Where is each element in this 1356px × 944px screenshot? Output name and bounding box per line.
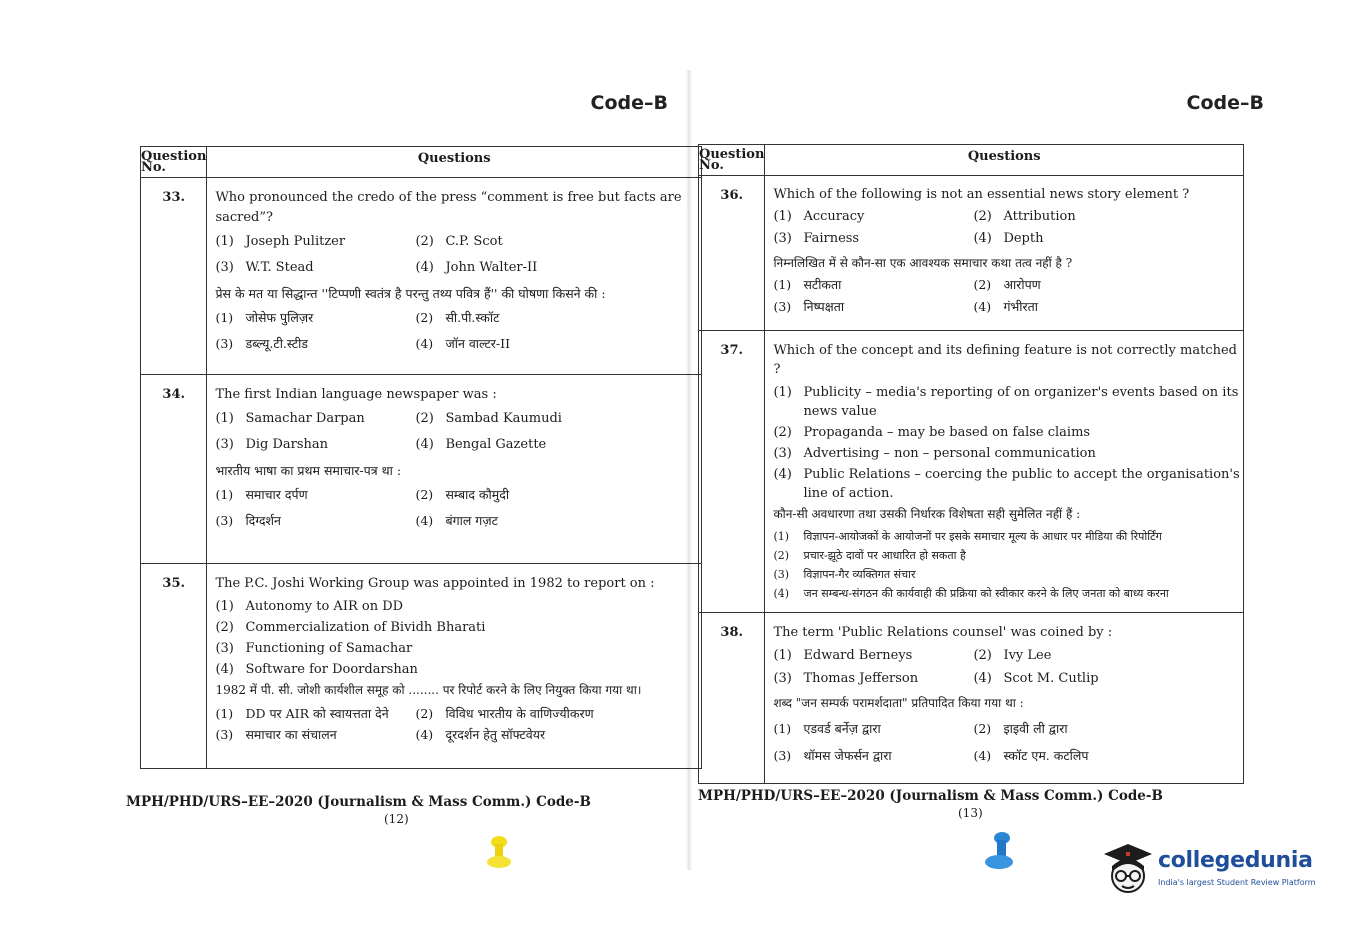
option-1: (1) Accuracy (773, 209, 865, 224)
option-3-hindi: (3) निष्पक्षता (773, 299, 845, 314)
option-1-hindi: (1) DD पर AIR को स्वायत्तता देने (215, 706, 389, 721)
question-number: 37. (699, 331, 765, 613)
option-1-hindi: (1) समाचार दर्पण (215, 487, 308, 502)
option-4-hindi: (4) दूरदर्शन हेतु सॉफ्टवेयर (415, 727, 546, 742)
option-1-hindi: (1) जोसेफ पुलिज़र (215, 310, 314, 325)
question-row (699, 176, 1244, 331)
question-number: 38. (699, 613, 765, 784)
option-3-hindi: (3) दिग्दर्शन (215, 513, 281, 528)
option-1: (1) Joseph Pulitzer (215, 234, 346, 249)
option-2-hindi: (2) प्रचार-झूठे दावों पर आधारित हो सकता है (773, 549, 966, 562)
option-3-hindi: (3) डब्ल्यू.टी.स्टीड (215, 336, 308, 351)
option-2: (2) C.P. Scot (415, 234, 503, 249)
question-row (141, 375, 702, 564)
question-no-header: Question No. (699, 145, 765, 176)
option-3: (3) Fairness (773, 231, 860, 246)
question-stem-hindi: कौन-सी अवधारणा तथा उसकी निर्धारक विशेषता सही सुमेलित नहीं हैं : (773, 507, 1081, 521)
question-stem-hindi: भारतीय भाषा का प्रथम समाचार-पत्र था : (215, 463, 402, 478)
option-2: (2) Propaganda – may be based on false claims (773, 425, 1091, 440)
question-stem-hindi: 1982 में पी. सी. जोशी कार्यशील समूह को ........ पर रिपोर्ट करने के लिए नियुक्त किया गया था। (215, 683, 642, 697)
option-2: (2) Ivy Lee (973, 648, 1052, 663)
questions-header: Questions (765, 145, 1244, 176)
questions-header: Questions (207, 147, 702, 178)
option-3-hindi: (3) थॉमस जेफर्सन द्वारा (773, 748, 892, 763)
question-row (699, 331, 1244, 613)
paper-footer: MPH/PHD/URS–EE–2020 (Journalism & Mass Comm.) Code-B (698, 788, 1163, 804)
option-4: (4) Depth (973, 231, 1044, 246)
option-3: (3) W.T. Stead (215, 260, 314, 275)
brand-name: collegedunia (1158, 848, 1313, 873)
page-number: (12) (384, 812, 409, 826)
option-2: (2) Commercialization of Bividh Bharati (215, 620, 486, 635)
left-page (110, 0, 688, 900)
option-4: (4) Bengal Gazette (415, 437, 547, 452)
question-no-header: Question No. (141, 147, 207, 178)
collegedunia-watermark (1100, 842, 1330, 902)
option-4-hindi: (4) बंगाल गज़ट (415, 513, 498, 528)
option-3: (3) Functioning of Samachar (215, 641, 413, 656)
question-stem: Which of the concept and its defining feature is not correctly matched ? (773, 343, 1237, 377)
mascot-icon (1100, 842, 1156, 902)
right-page (692, 0, 1264, 900)
option-4: (4) John Walter-II (415, 260, 538, 275)
option-1: (1) Edward Berneys (773, 648, 913, 663)
option-1: (1) Publicity – media's reporting of on organizer's events based on its news value (773, 385, 1239, 419)
option-4: (4) Software for Doordarshan (215, 662, 418, 677)
paper-code: Code–B (590, 92, 668, 114)
question-stem: The term 'Public Relations counsel' was coined by : (773, 625, 1113, 640)
option-4-hindi: (4) जन सम्बन्ध-संगठन की कार्यवाही की प्रक्रिया को स्वीकार करने के लिए जनता को बाध्य करना (773, 587, 1169, 600)
question-number: 34. (141, 375, 207, 564)
page-number: (13) (958, 806, 983, 820)
option-2-hindi: (2) सम्बाद कौमुदी (415, 487, 510, 502)
option-1-hindi: (1) एडवर्ड बर्नेज़ द्वारा (773, 721, 881, 736)
question-stem-hindi: प्रेस के मत या सिद्धान्त ''टिप्पणी स्वतंत्र है परन्तु तथ्य पवित्र हैं'' की घोषणा किसने की : (215, 286, 606, 301)
option-3-hindi: (3) समाचार का संचालन (215, 727, 337, 742)
option-4: (4) Scot M. Cutlip (973, 671, 1099, 686)
question-stem: Which of the following is not an essential news story element ? (773, 187, 1190, 202)
option-2-hindi: (2) आरोपण (973, 277, 1041, 292)
option-3: (3) Advertising – non – personal communication (773, 446, 1096, 461)
option-2: (2) Attribution (973, 209, 1076, 224)
option-1-hindi: (1) विज्ञापन-आयोजकों के आयोजनों पर इसके समाचार मूल्य के आधार पर मीडिया की रिपोर्टिंग (773, 530, 1162, 543)
question-stem: The P.C. Joshi Working Group was appointed in 1982 to report on : (215, 576, 655, 591)
option-1: (1) Autonomy to AIR on DD (215, 599, 404, 614)
option-2-hindi: (2) सी.पी.स्कॉट (415, 310, 500, 325)
questions-table (698, 144, 1244, 784)
option-1-hindi: (1) सटीकता (773, 277, 842, 292)
option-1: (1) Samachar Darpan (215, 411, 365, 426)
brand-tagline: India's largest Student Review Platform (1158, 878, 1316, 887)
option-3-hindi: (3) विज्ञापन-गैर व्यक्तिगत संचार (773, 568, 916, 581)
question-number: 36. (699, 176, 765, 331)
question-stem: Who pronounced the credo of the press “comment is free but facts are sacred”? (215, 190, 682, 225)
option-4-hindi: (4) स्कॉट एम. कटलिप (973, 748, 1089, 763)
question-stem-hindi: निम्नलिखित में से कौन-सा एक आवश्यक समाचार कथा तत्व नहीं है ? (773, 256, 1073, 270)
blue-pushpin-icon (982, 828, 1018, 872)
option-2-hindi: (2) इाइवी ली द्वारा (973, 721, 1068, 736)
question-row (141, 564, 702, 769)
option-2-hindi: (2) विविध भारतीय के वाणिज्यीकरण (415, 706, 594, 721)
yellow-pushpin-icon (484, 832, 514, 872)
question-row (141, 178, 702, 375)
questions-table (140, 146, 702, 769)
option-4-hindi: (4) गंभीरता (973, 299, 1038, 314)
paper-footer: MPH/PHD/URS–EE–2020 (Journalism & Mass Comm.) Code-B (126, 794, 591, 810)
paper-code: Code–B (1186, 92, 1264, 114)
question-row (699, 613, 1244, 784)
question-number: 35. (141, 564, 207, 769)
option-3: (3) Thomas Jefferson (773, 671, 919, 686)
option-4: (4) Public Relations – coercing the public to accept the organisation's line of action. (773, 467, 1240, 501)
question-stem: The first Indian language newspaper was : (215, 387, 497, 402)
option-4-hindi: (4) जॉन वाल्टर-II (415, 336, 511, 351)
question-stem-hindi: शब्द "जन सम्पर्क परामर्शदाता" प्रतिपादित किया गया था : (773, 696, 1024, 710)
question-number: 33. (141, 178, 207, 375)
option-3: (3) Dig Darshan (215, 437, 329, 452)
option-2: (2) Sambad Kaumudi (415, 411, 562, 426)
